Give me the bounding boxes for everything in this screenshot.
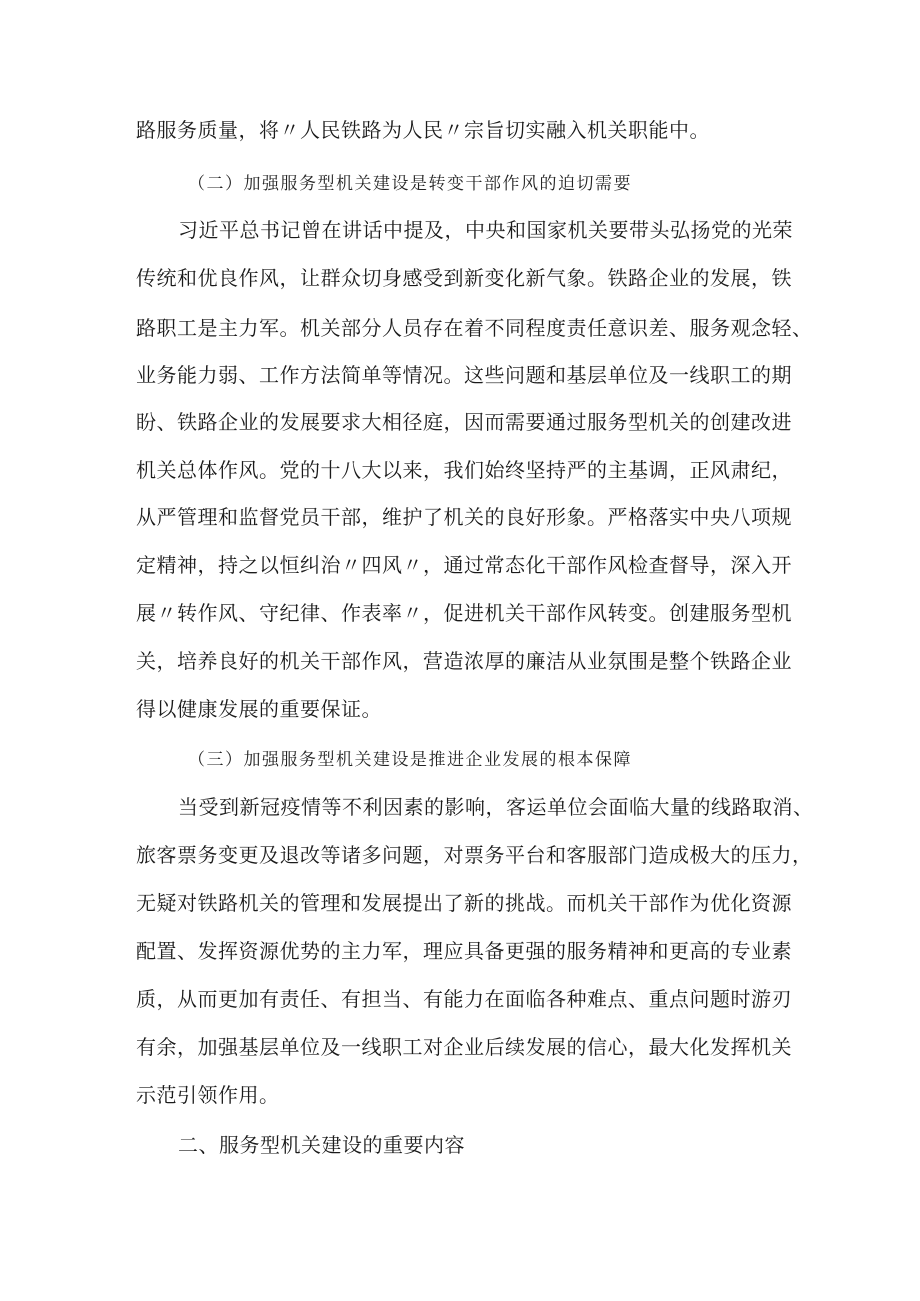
paragraph-line: 无疑对铁路机关的管理和发展提出了新的挑战。而机关干部作为优化资源 bbox=[136, 891, 792, 915]
paragraph-line: 传统和优良作风，让群众切身感受到新变化新气象。铁路企业的发展，铁 bbox=[136, 266, 792, 290]
section-subheading-2: （二）加强服务型机关建设是转变干部作风的迫切需要 bbox=[188, 174, 632, 194]
paragraph-line: 业务能力弱、工作方法简单等情况。这些问题和基层单位及一线职工的期 bbox=[136, 363, 792, 387]
paragraph-line: 路职工是主力军。机关部分人员存在着不同程度责任意识差、服务观念轻、 bbox=[136, 316, 813, 340]
paragraph-line: 有余，加强基层单位及一线职工对企业后续发展的信心，最大化发挥机关 bbox=[136, 1035, 792, 1059]
paragraph-line: 定精神，持之以恒纠治〃四风〃，通过常态化干部作风检查督导，深入开 bbox=[136, 553, 792, 577]
paragraph-line: 示范引领作用。 bbox=[136, 1083, 280, 1107]
paragraph-line: 展〃转作风、守纪律、作表率〃，促进机关干部作风转变。创建服务型机 bbox=[136, 601, 792, 625]
paragraph-line: 旅客票务变更及退改等诸多问题，对票务平台和客服部门造成极大的压力， bbox=[136, 843, 813, 867]
paragraph-line: 得以健康发展的重要保证。 bbox=[136, 697, 382, 721]
paragraph-line: 机关总体作风。党的十八大以来，我们始终坚持严的主基调，正风肃纪， bbox=[136, 458, 792, 482]
paragraph-line: 配置、发挥资源优势的主力军，理应具备更强的服务精神和更高的专业素 bbox=[136, 939, 792, 963]
paragraph-line: 习近平总书记曾在讲话中提及，中央和国家机关要带头弘扬党的光荣 bbox=[178, 218, 793, 242]
paragraph-line: 当受到新冠疫情等不利因素的影响，客运单位会面临大量的线路取消、 bbox=[178, 795, 814, 819]
section-heading: 二、服务型机关建设的重要内容 bbox=[178, 1133, 465, 1157]
paragraph-line: 盼、铁路企业的发展要求大相径庭，因而需要通过服务型机关的创建改进 bbox=[136, 410, 792, 434]
paragraph-line: 路服务质量，将〃人民铁路为人民〃宗旨切实融入机关职能中。 bbox=[136, 118, 710, 142]
paragraph-line: 质，从而更加有责任、有担当、有能力在面临各种难点、重点问题时游刃 bbox=[136, 987, 792, 1011]
paragraph-line: 关，培养良好的机关干部作风，营造浓厚的廉洁从业氛围是整个铁路企业 bbox=[136, 649, 792, 673]
section-subheading-3: （三）加强服务型机关建设是推进企业发展的根本保障 bbox=[188, 750, 632, 770]
paragraph-line: 从严管理和监督党员干部，维护了机关的良好形象。严格落实中央八项规 bbox=[136, 505, 792, 529]
